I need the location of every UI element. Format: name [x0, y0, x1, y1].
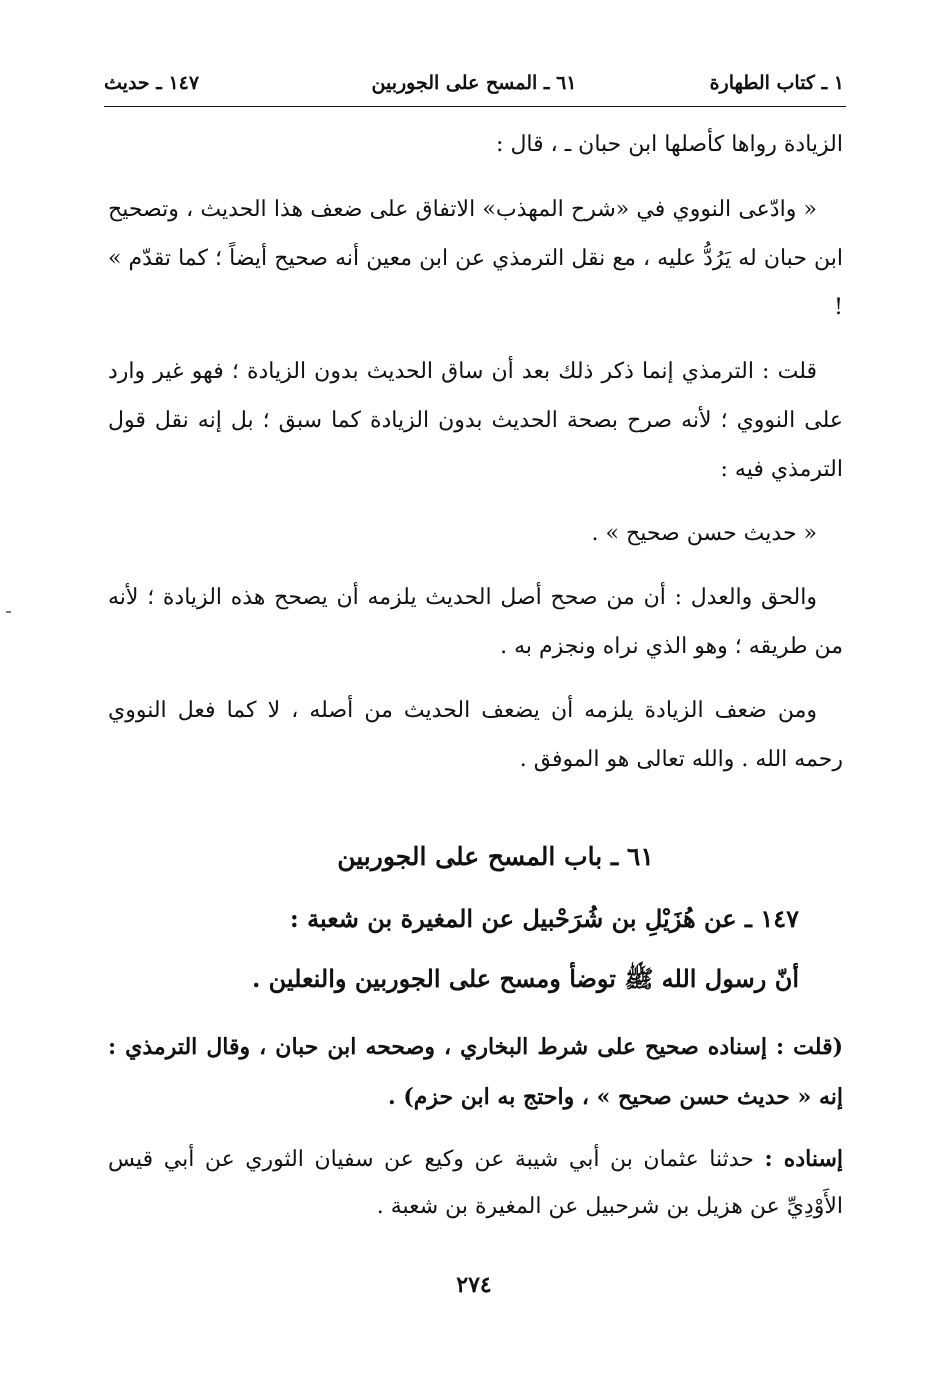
isnad-chain: حدثنا عثمان بن أبي شيبة عن وكيع عن سفيان الثوري عن أبي قيس الأَوْدِيِّ عن هزيل بن شرحبيل عن المغيرة بن شعبة . [108, 1147, 843, 1219]
header-divider [104, 106, 846, 107]
hadith-heading: ١٤٧ ـ عن هُزَيْلِ بن شُرَحْبيل عن المغيرة بن شعبة : [289, 904, 799, 933]
isnad-paragraph [108, 1136, 843, 1230]
grading-note: (قلت : إسناده صحيح على شرط البخاري ، وصححه ابن حبان ، وقال الترمذي : إنه « حديث حسن صحيح » ، واحتج به ابن حزم) . [108, 1034, 843, 1110]
paragraph-6: ومن ضعف الزيادة يلزمه أن يضعف الحديث من أصله ، لا كما فعل النووي رحمه الله . والله تعالى هو الموفق . [108, 698, 843, 772]
chapter-heading: ٦١ ـ باب المسح على الجوربين [337, 842, 654, 871]
paragraph-1: الزيادة رواها كأصلها ابن حبان ـ ، قال : [496, 132, 843, 157]
header-hadith-number: ١٤٧ ـ حديث [104, 72, 200, 94]
paragraph-3: قلت : الترمذي إنما ذكر ذلك بعد أن ساق الحديث بدون الزيادة ؛ فهو غير وارد على النووي ؛ لأنه صرح بصحة الحديث بدون الزيادة كما سبق ؛ بل إنه نقل قول الترمذي فيه : [108, 359, 843, 482]
paragraph-2: « وادّعى النووي في «شرح المهذب» الاتفاق على ضعف هذا الحديث ، وتصحيح ابن حبان له يَرُدُّ عليه ، مع نقل الترمذي عن ابن معين أنه صحيح أيضاً ؛ كما تقدّم » ! [108, 197, 843, 320]
page-body [108, 120, 843, 1230]
header-book-title: ١ ـ كتاب الطهارة [709, 72, 844, 94]
running-header [104, 66, 844, 106]
hadith-text: أنّ رسول الله ﷺ توضأ ومسح على الجوربين والنعلين . [251, 964, 799, 993]
margin-mark [6, 611, 11, 613]
paragraph-4: « حديث حسن صحيح » . [591, 521, 817, 546]
page-number: ٢٧٤ [456, 1272, 492, 1298]
header-chapter-title: ٦١ ـ المسح على الجوربين [371, 72, 577, 94]
isnad-label: إسناده : [764, 1146, 844, 1172]
paragraph-5: والحق والعدل : أن من صحح أصل الحديث يلزمه أن يصحح هذه الزيادة ؛ لأنه من طريقه ؛ وهو الذي نراه ونجزم به . [108, 585, 843, 659]
